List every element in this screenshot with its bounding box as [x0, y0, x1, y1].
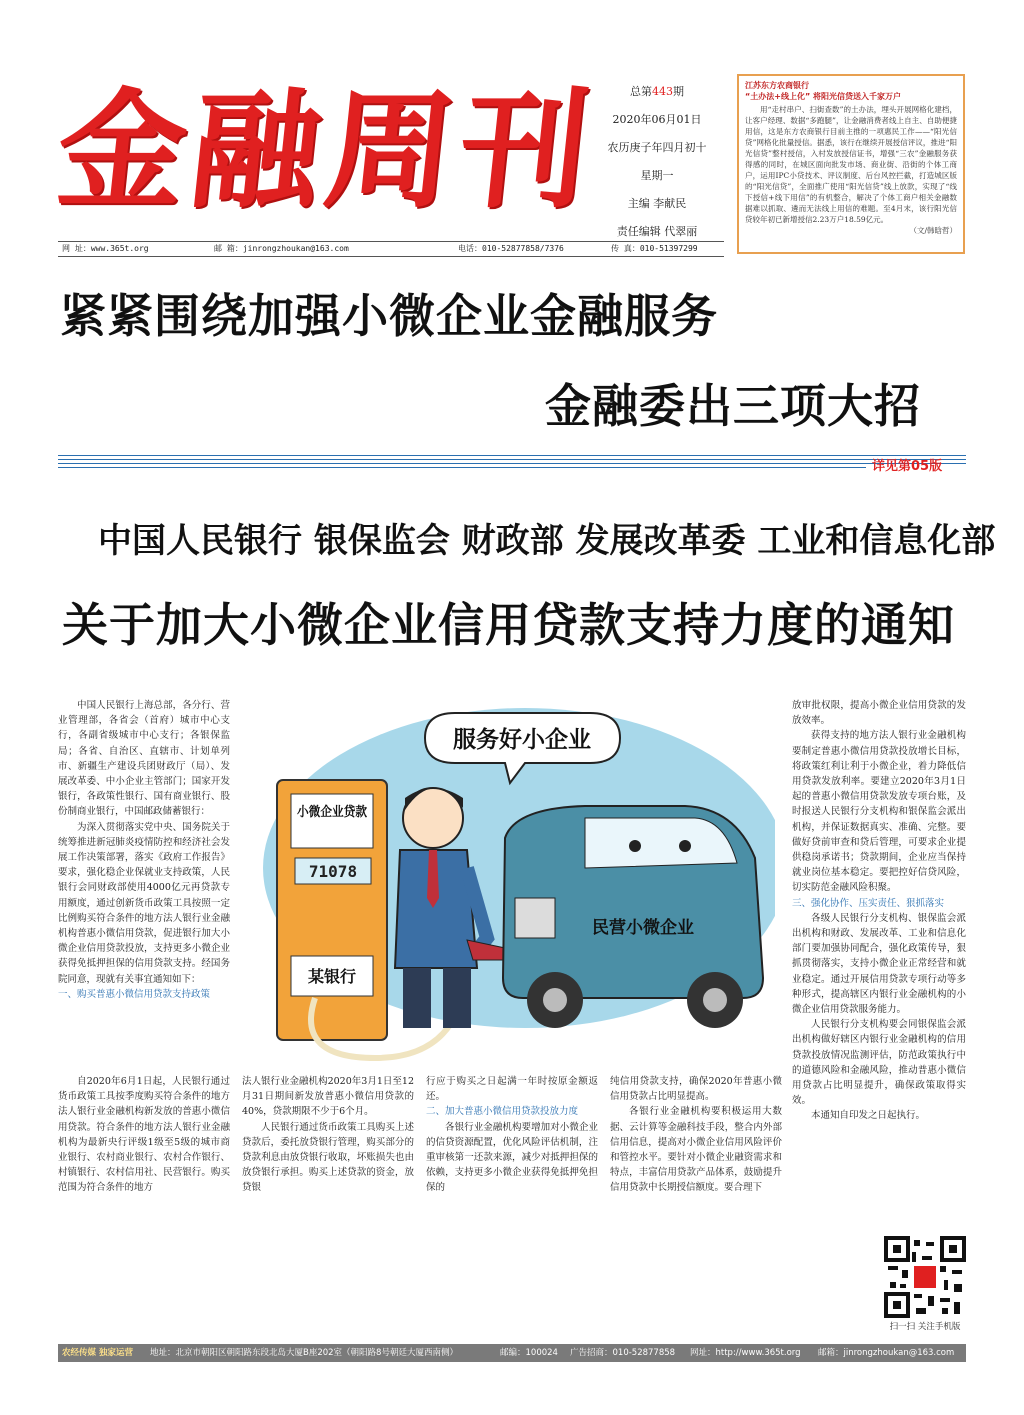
person-leg-icon	[403, 968, 431, 1028]
section-heading-3: 三、强化协作、压实责任、狠抓落实	[792, 897, 945, 909]
footer-email[interactable]: 邮箱：jinrongzhoukan@163.com	[818, 1348, 955, 1358]
divider-rule	[58, 455, 966, 456]
pump-sign-panel	[291, 794, 376, 848]
divider-rule	[58, 459, 966, 460]
illustration-cartoon	[255, 698, 775, 1070]
chief-editor: 主编 李献民	[627, 197, 687, 210]
qr-code-icon[interactable]	[884, 1236, 966, 1318]
article-column-3-bottom	[426, 1074, 598, 1196]
divider-rule	[58, 467, 866, 468]
section-heading-2: 二、加大普惠小微信用贷款投放力度	[426, 1106, 579, 1118]
article-paragraph: 法人银行业金融机构2020年3月1日至12月31日期间新发放普惠小微信用贷款的40%，贷款期限不少于6个月。	[242, 1076, 414, 1118]
notice-title: 关于加大小微企业信用贷款支持力度的通知	[62, 598, 955, 652]
person-tie-icon	[427, 850, 439, 908]
article-paragraph: 获得支持的地方法人银行业金融机构要制定普惠小微信用贷款投放增长目标，将政策红利让利于小微企业，着力降低信用贷款发放利率。要建立2020年3月1日起的普惠小微信用贷款发放专项台账，及时报送人民银行分支机构和银保监会派出机构，并保证数据真实、准确、完整。要做好贷前审查和贷后管理，可要求企业提供稳岗承诺书；贷款期间，企业应当保持就业岗位基本稳定。要把控好信贷风险，切实防范金融风险积聚。	[792, 730, 966, 894]
article-paragraph: 人民银行分支机构要会同银保监会派出机构做好辖区内银行业金融机构的信用贷款投放情况监测评估，防范政策执行中的道德风险和金融风险，推动普惠小微信用贷款占比明显提升，确保政策取得实效。	[792, 1019, 966, 1107]
article-paragraph: 本通知自印发之日起执行。	[811, 1110, 926, 1122]
article-column-1-top	[58, 698, 230, 1002]
footer-ads: 广告招商：010-52877858	[570, 1348, 676, 1358]
fuel-cap-icon	[515, 898, 555, 938]
issue-suffix: 期	[673, 85, 684, 98]
side-news-source: 江苏东方农商银行	[745, 81, 809, 90]
footer-address: 地址：北京市朝阳区朝阳路东段北岛大厦B座202室（朝阳路8号朝廷大厦西南侧）	[150, 1348, 458, 1358]
article-paragraph: 各级人民银行分支机构、银保监会派出机构和财政、发展改革、工业和信息化部门要加强协同配合，强化政策传导，狠抓贯彻落实，支持小微企业正常经营和就业稳定。通过开展信用贷款专项行动等多种形式，提高辖区内银行业金融机构的小微企业信用贷款服务能力。	[792, 912, 966, 1016]
weekday: 星期一	[640, 169, 674, 182]
car-label-text: 民营小微企业	[592, 918, 694, 938]
lunar-date: 农历庚子年四月初十	[607, 141, 707, 154]
article-paragraph: 纯信用贷款支持，确保2020年普惠小微信用贷款占比明显提高。	[610, 1076, 782, 1103]
side-news-title: “土办法+线上化” 将阳光信贷送入千家万户	[745, 92, 902, 101]
issue-info	[592, 78, 722, 246]
website-info: 网 址：www.365t.org	[62, 244, 149, 253]
issue-number: 443	[652, 85, 673, 98]
duty-editor: 责任编辑 代翠丽	[616, 225, 698, 238]
email-info: 邮 箱：jinrongzhoukan@163.com	[214, 244, 349, 253]
footer-slogan: 农经传媒 独家运营	[62, 1348, 133, 1358]
pump-bank-text: 某银行	[307, 967, 357, 986]
car-hubcap-icon	[543, 988, 567, 1012]
headline-line-1: 紧紧围绕加强小微企业金融服务	[60, 289, 718, 343]
footer-website[interactable]: 网址：http://www.365t.org	[690, 1348, 801, 1358]
car-eye-icon	[679, 840, 691, 852]
fax-info: 传 真：010-51397299	[611, 244, 698, 253]
side-news-body: 用“走村串户、扫街查数”的土办法，埋头开展网格化建档，让客户经理、数据“多跑腿”，让金融消费者线上自主、自助便捷用信，这是东方农商银行目前主推的一项惠民工作——“阳光信贷”网格化批量授信。据悉，该行在继续开展授信评议，推进“阳光信贷”整村授信，入村发放授信证书，增强“三农”金融服务获得感的同时，在城区面向批发市场、商业街、沿街的个体工商户，运用IPC小贷技术、评议制度、后台风控拦截，打造城区版的“阳光信贷”，全面推广使用“阳光信贷”线上放款，实现了“线下授信+线下用信”的有机整合，解决了个体工商户相关金融数据难以抓取、遴而无法线上用信的难题。至4月末，该行阳光信贷较年初已新增授信2.23万户18.59亿元。	[745, 105, 957, 224]
info-bar	[58, 241, 724, 257]
article-paragraph: 各银行业金融机构要增加对小微企业的信贷资源配置，优化风险评估机制，注重审核第一还款来源，减少对抵押担保的依赖，支持更多小微企业获得免抵押免担保的	[426, 1121, 598, 1194]
car-eye-icon	[629, 840, 641, 852]
article-column-4-bottom	[610, 1074, 782, 1196]
article-paragraph: 行应于购买之日起满一年时按原金额返还。	[426, 1076, 598, 1103]
article-paragraph: 人民银行通过货币政策工具购买上述贷款后，委托放贷银行管理，购买部分的贷款利息由放贷银行收取，坏账损失也由放贷银行承担。购买上述贷款的资金，放贷银	[242, 1121, 414, 1194]
article-column-1-bottom	[58, 1074, 230, 1196]
qr-caption: 扫一扫 关注手机版	[889, 1322, 961, 1332]
phone-info: 电话：010-52877858/7376	[458, 244, 564, 253]
person-leg-icon	[443, 968, 471, 1028]
issue-number-line	[592, 78, 722, 106]
speech-bubble-text: 服务好小企业	[453, 727, 591, 753]
see-more-link[interactable]: 详见第05版	[872, 459, 943, 474]
article-paragraph: 为深入贯彻落实党中央、国务院关于统筹推进新冠肺炎疫情防控和经济社会发展工作决策部署，落实《政府工作报告》要求，强化稳企业保就业支持政策，人民银行会同财政部使用4000亿元再贷款专用额度，通过创新货币政策工具按照一定比例购买符合条件的地方法人银行业金融机构普惠小微信用贷款，促进银行加大小微企业信用贷款投放，支持更多小微企业获得免抵押担保的信用贷款支持。经国务院同意，现就有关事宜通知如下：	[58, 821, 230, 985]
headline-line-2: 金融委出三项大招	[545, 379, 921, 433]
footer-bar	[58, 1344, 966, 1362]
side-news-author: （文/韩晗哲）	[909, 226, 957, 235]
issuing-authorities: 中国人民银行 银保监会 财政部 发展改革委 工业和信息化部	[98, 521, 996, 561]
pump-display-text: 71078	[308, 862, 358, 881]
pump-sign-text: 小微企业贷款	[297, 805, 376, 820]
issue-prefix: 总第	[630, 85, 652, 98]
divider-rule	[58, 463, 966, 464]
side-news-box	[737, 74, 965, 254]
article-paragraph: 自2020年6月1日起，人民银行通过货币政策工具按季度购买符合条件的地方法人银行业金融机构新发放的普惠小微信用贷款。符合条件的地方法人银行业金融机构为最新央行评级1级至5级的城市商业银行、农村商业银行、农村合作银行、村镇银行、农村信用社、民营银行。购买范围为符合条件的地方	[58, 1076, 230, 1194]
article-paragraph: 放审批权限，提高小微企业信用贷款的发放效率。	[792, 700, 966, 727]
car-window-icon	[585, 818, 737, 868]
section-heading-1: 一、购买普惠小微信用贷款支持政策	[58, 988, 211, 1000]
article-column-5	[792, 698, 966, 1124]
car-hubcap-icon	[703, 988, 727, 1012]
footer-postcode: 邮编：100024	[500, 1348, 558, 1358]
article-paragraph: 中国人民银行上海总部，各分行、营业管理部，各省会（首府）城市中心支行，各副省级城市中心支行；各银保监局；各省、自治区、直辖市、计划单列市、新疆生产建设兵团财政厅（局）、发展改革委、中小企业主管部门；国家开发银行，各政策性银行、国有商业银行、股份制商业银行，中国邮政储蓄银行：	[58, 700, 230, 818]
article-column-2-bottom	[242, 1074, 414, 1196]
issue-date: 2020年06月01日	[612, 113, 702, 126]
article-paragraph: 各银行业金融机构要积极运用大数据、云计算等金融科技手段，整合内外部信用信息，提高对小微企业信用风险评价和管控水平。要针对小微企业融资需求和特点，丰富信用贷款产品体系，鼓励提升信用贷款中长期授信额度。要合理下	[610, 1106, 782, 1194]
masthead-title: 金融周刊	[50, 77, 602, 226]
